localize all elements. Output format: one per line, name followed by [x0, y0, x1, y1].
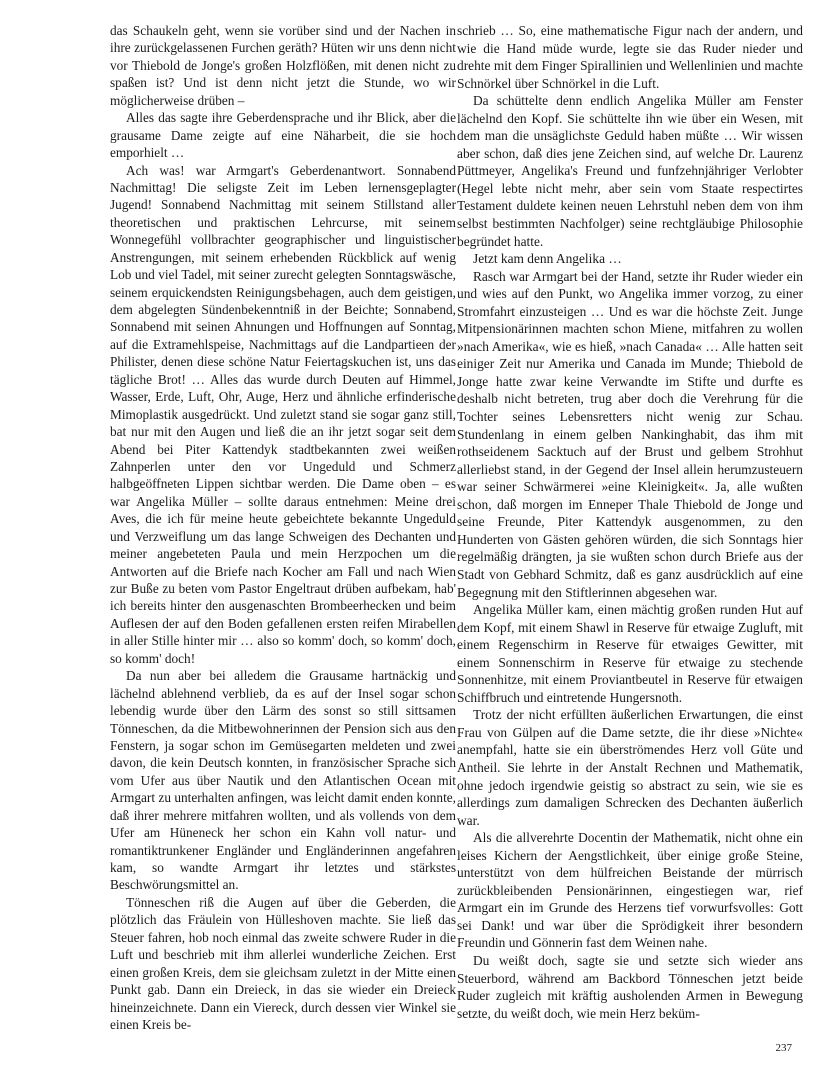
paragraph: Jetzt kam denn Angelika …: [473, 251, 622, 267]
paragraph: Als die allverehrte Docentin der Mathematik, nicht ohne ein leises Kichern der Aengstlichkeit, über einige große Steine, unterstützt von dem hülfreichen Beistande der mürrisch zurückbleibenden Pensionärinnen, eingestiegen war, rief Armgart ein im Grunde des Herzens tief vorwurfsvolles: Gott sei Dank! und war über die Sprödigkeit ihrer besondern Freundin und Gönnerin fast dem Weinen nahe.: [457, 830, 803, 951]
paragraph: schrieb … So, eine mathematische Figur nach der andern, und wie die Hand müde wurde, legte sie das Ruder nieder und drehte mit dem Finger Spirallinien und Wellenlinien und machte Schnörkel über Schnörkel in die Luft.: [457, 23, 803, 91]
paragraph: Du weißt doch, sagte sie und setzte sich wieder ans Steuerbord, während am Backbord Tönneschen jetzt beide Ruder zugleich mit kräftig ausholenden Armen in Bewegung setzte, du weißt doch, wie mein Herz beküm-: [457, 952, 803, 1021]
paragraph: Trotz der nicht erfüllten äußerlichen Erwartungen, die einst Frau von Gülpen auf die Dame setzte, die ihr diese »Nichte« anempfahl, hatte sie ein überströmendes Herz voll Güte und Antheil. Sie lehrte in der Anstalt Rechnen und Mathematik, ohne jedoch irgendwie geistig so abstract zu sein, wie sie es allerdings zum damaligen Schrecken des Dechanten äußerlich war.: [457, 707, 803, 828]
paragraph: Ach was! war Armgart's Geberdenantwort. Sonnabend Nachmittag! Die seligste Zeit im Leben lernensgeplagter Jugend! Sonnabend Nachmittag mit seinem Stillstand aller theoretischen und praktischen Lehrcurse, mit seinem Wonnegefühl vollbrachter geographischer und linguistischer Anstrengungen, mit seinem erhebenden Rückblick auf wenig Lob und viel Tadel, mit seiner zurecht gelegten Sonntagswäsche, seinem erquickendsten Reinigungsbehagen, auch dem geistigen, dem abgelegten Sündenbekenntniß in der Beichte; Sonnabend, Sonnabend mit seinen Ahnungen und Hoffnungen auf Sonntag, auf die Extramehlspeise, Nachmittags auf die Landpartieen der Philister, denen diese schöne Natur Feiertagskuchen ist, uns das tägliche Brot! … Alles das wurde durch Deuten auf Himmel, Wasser, Erde, Luft, Ohr, Auge, Herz und ähnliche erfinderische Mimoplastik ausgedrückt. Und zuletzt stand sie sogar ganz still, bat nur mit den Augen und ließ die an ihr jetzt sogar seit dem Abend bei Piter Kattendyk stadtbekannten zwei weißen Zahnperlen unter den vor Ungeduld und Schmerz halbgeöffneten Lippen sichtbar werden. Die Dame oben – es war Angelika Müller – sollte daraus entnehmen: Meine drei Aves, die ich für meine heute gebeichtete bekannte Ungeduld und Verzweiflung um das lange Schweigen des Dechanten und meiner angebeteten Paula und mein Herzpochen um die Antworten auf die Briefe nach Kocher am Fall und nach Wien zur Buße zu beten vom Pastor Engeltraut drüben aufbekam, hab' ich bereits hinter den ausgenaschten Brombeerhecken und beim Auflesen der auf den Boden gefallenen ersten reifen Mirabellen in aller Stille hinter mir … also so komm' doch, so komm' doch, so komm' doch!: [110, 162, 456, 666]
paragraph: das Schaukeln geht, wenn sie vorüber sind und der Nachen in ihre zurückgelassenen Furchen geräth? Hüten wir uns denn nicht vor Thiebold de Jonge's großen Holzflößen, mit denen nicht zu spaßen ist? Und ist denn nicht jetzt die Stunde, wo wir möglicherweise drüben –: [110, 23, 456, 108]
paragraph: Tönneschen riß die Augen auf über die Geberden, die plötzlich das Fräulein von Hülleshoven machte. Sie ließ das Steuer fahren, hob noch einmal das zweite schwere Ruder in die Luft und beschrieb mit ihm allerlei wunderliche Zeichen. Erst einen großen Kreis, dem sie gleichsam zuletzt in der Mitte einen Punkt gab. Dann ein Dreieck, in das sie wieder ein Dreieck hineinzeichnete. Dann ein Viereck, durch dessen vier Winkel sie einen Kreis be-: [110, 894, 456, 1032]
paragraph: Da schüttelte denn endlich Angelika Müller am Fenster lächelnd den Kopf. Sie schüttelte ihn wie über ein Wesen, mit dem man die unsäglichste Geduld haben müßte … Wir wissen aber schon, daß dies jene Zeichen sind, auf welche Dr. Laurenz Püttmeyer, Angelika's Freund und funfzehnjähriger Verlobter (Hegel lebte nicht mehr, aber sein vom Staate respectirtes Testament duldete keinen neuen Lehrstuhl neben dem von ihm selbst bestimmten Nachfolger) seine rechtgläubige Philosophie begründet hatte.: [457, 93, 803, 249]
paragraph: Alles das sagte ihre Geberdensprache und ihr Blick, aber die grausame Dame zeigte auf eine Näharbeit, die sie hoch emporhielt …: [110, 110, 456, 161]
left-column: [110, 22, 456, 1033]
paragraph: Angelika Müller kam, einen mächtig großen runden Hut auf dem Kopf, mit einem Shawl in Reserve für etwaige Zugluft, mit einem Regenschirm in Reserve für etwaiges Gewitter, mit einem Sonnenschirm in Reserve für etwaige zu stechende Sonnenhitze, mit einem Proviantbeutel in Reserve für etwaigen Schiffbruch und eintretende Hungersnoth.: [457, 602, 803, 705]
paragraph: Rasch war Armgart bei der Hand, setzte ihr Ruder wieder ein und wies auf den Punkt, wo Angelika immer vorzog, zu einer Stromfahrt einzusteigen … Und es war die höchste Zeit. Junge Mitpensionärinnen machten schon Miene, mitfahren zu wollen »nach Amerika«, wie es hieß, »nach Canada« … Alle hatten seit einiger Zeit nur Amerika und Canada im Munde; Thiebold de Jonge hatte zwar keine Verwandte im Stifte und durfte es deshalb nicht betreten, trug aber doch die Verehrung für die Tochter seines Lebensretters nicht wenig zur Schau. Stundenlang in einem gelben Nankinghabit, das ihm mit rothseidenem Sacktuch auf der Brust und gelbem Strohhut allerliebst stand, in der Gegend der Insel allein herumzusteuern war seiner Schwärmerei »eine Kleinigkeit«. Ja, alle wußten schon, daß morgen im Enneper Thale Thiebold de Jonge und seine Freunde, Piter Kattendyk ausgenommen, zu den Hunderten von Gästen gehören würden, die sich Sonntags hier regelmäßig drängten, ja sie wußten schon durch Briefe aus der Stadt von Gebhard Schmitz, daß es ganz ausdrücklich auf eine Begegnung mit den Stiftlerinnen abgesehen war.: [457, 268, 803, 600]
paragraph: Da nun aber bei alledem die Grausame hartnäckig und lächelnd ablehnend verblieb, da es auf der Insel sogar schon lebendig wurde über den Lärm des sonst so still sittsamen Tönneschen, da die Mitbewohnerinnen der Pension sich aus den Fenstern, ja sogar schon im Gemüsegarten meldeten und zwei davon, die kein Deutsch konnten, in französischer Sprache sich vom Ufer aus über Nautik und den Atlantischen Ocean mit Armgart zu unterhalten anfingen, was leicht damit enden konnte, daß ihrer mehrere mitfahren wollten, und als vollends von dem Ufer am Hüneneck her schon ein Kahn voll natur- und romantiktrunkener Engländer und Engländerinnen angefahren kam, so wandte Armgart ihr letztes und stärkstes Beschwörungsmittel an.: [110, 668, 456, 893]
page-number: 237: [775, 1042, 792, 1054]
right-column: [457, 22, 803, 1022]
